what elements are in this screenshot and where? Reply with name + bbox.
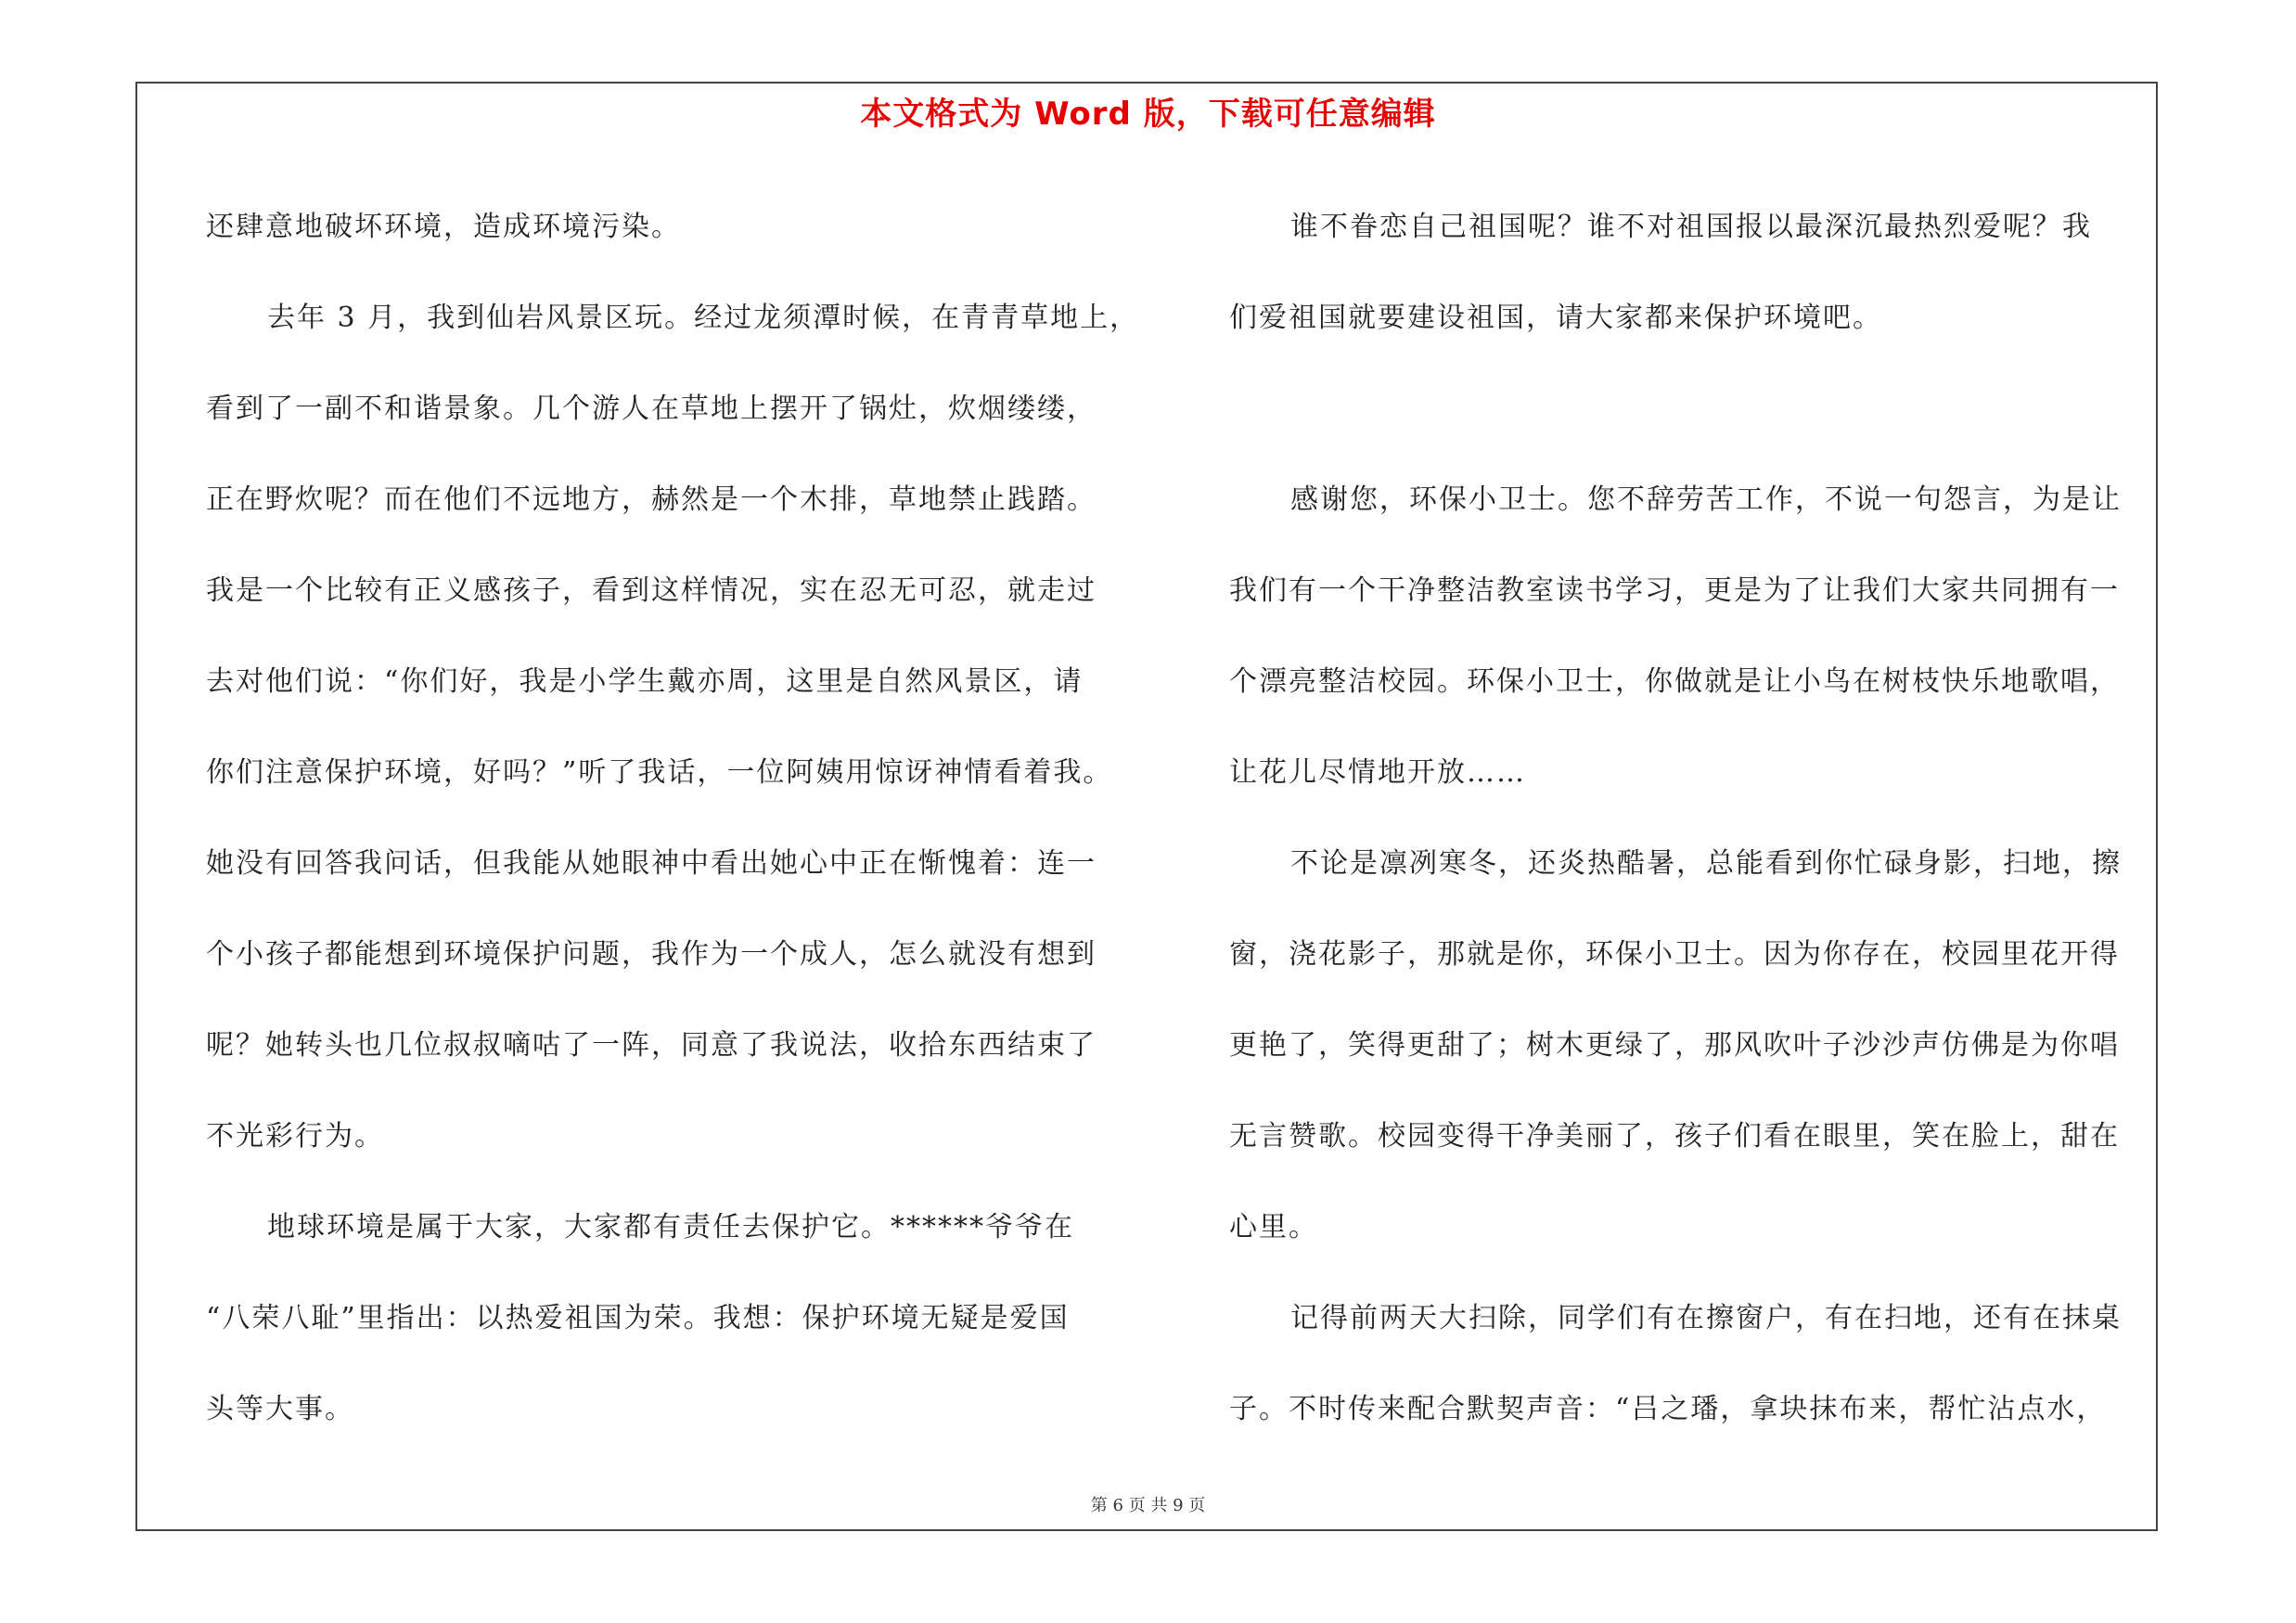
right-text-line: 们爱祖国就要建设祖国，请大家都来保护环境吧。 bbox=[1229, 302, 1882, 334]
right-text-line bbox=[1229, 364, 2166, 455]
right-text-line: 子。不时传来配合默契声音：“吕之璠，拿块抹布来，帮忙沾点水， bbox=[1229, 1393, 2107, 1425]
right-text-line: 个漂亮整洁校园。环保小卫士，你做就是让小鸟在树枝快乐地歌唱， bbox=[1229, 665, 2120, 698]
left-text-line: 还肆意地破坏环境，造成环境污染。 bbox=[206, 211, 681, 243]
left-text-column bbox=[206, 182, 1152, 1455]
right-text-line: 更艳了，笑得更甜了；树木更绿了，那风吹叶子沙沙声仿佛是为你唱 bbox=[1229, 1029, 2120, 1062]
word-format-banner: 本文格式为 Word 版，下载可任意编辑 bbox=[860, 96, 1436, 133]
right-text-line: 让花儿尽情地开放…… bbox=[1229, 756, 1526, 789]
page-number-footer: 第 6 页 共 9 页 bbox=[1090, 1496, 1206, 1515]
left-text-line: “八荣八耻”里指出：以热爱祖国为荣。我想：保护环境无疑是爱国 bbox=[206, 1302, 1070, 1334]
right-text-line: 无言赞歌。校园变得干净美丽了，孩子们看在眼里，笑在脸上，甜在 bbox=[1229, 1120, 2120, 1153]
left-text-line: 地球环境是属于大家，大家都有责任去保护它。******爷爷在 bbox=[267, 1211, 1074, 1243]
right-text-line: 窗，浇花影子，那就是你，环保小卫士。因为你存在，校园里花开得 bbox=[1229, 938, 2120, 971]
left-text-line: 不光彩行为。 bbox=[206, 1120, 384, 1153]
left-text-line: 去对他们说：“你们好，我是小学生戴亦周，这里是自然风景区，请 bbox=[206, 665, 1084, 698]
left-text-line: 个小孩子都能想到环境保护问题，我作为一个成人，怎么就没有想到 bbox=[206, 938, 1097, 971]
left-text-line: 呢？她转头也几位叔叔嘀咕了一阵，同意了我说法，收拾东西结束了 bbox=[206, 1029, 1097, 1062]
left-text-line: 去年 3 月，我到仙岩风景区玩。经过龙须潭时候，在青青草地上， bbox=[267, 302, 1140, 334]
right-text-line: 心里。 bbox=[1229, 1211, 1318, 1243]
left-text-line: 正在野炊呢？而在他们不远地方，赫然是一个木排，草地禁止践踏。 bbox=[206, 483, 1097, 516]
left-text-line: 我是一个比较有正义感孩子，看到这样情况，实在忍无可忍，就走过 bbox=[206, 574, 1097, 607]
right-text-line: 我们有一个干净整洁教室读书学习，更是为了让我们大家共同拥有一 bbox=[1229, 574, 2120, 607]
left-text-line: 头等大事。 bbox=[206, 1393, 354, 1425]
left-text-line: 看到了一副不和谐景象。几个游人在草地上摆开了锅灶，炊烟缕缕， bbox=[206, 393, 1097, 425]
left-text-line: 你们注意保护环境，好吗？”听了我话，一位阿姨用惊讶神情看着我。 bbox=[206, 756, 1113, 789]
right-text-column bbox=[1229, 182, 2166, 1455]
right-text-line: 记得前两天大扫除，同学们有在擦窗户，有在扫地，还有在抹桌 bbox=[1290, 1302, 2122, 1334]
right-text-line: 感谢您，环保小卫士。您不辞劳苦工作，不说一句怨言，为是让 bbox=[1290, 483, 2122, 516]
right-text-line: 谁不眷恋自己祖国呢？谁不对祖国报以最深沉最热烈爱呢？我 bbox=[1290, 211, 2092, 243]
left-text-line: 她没有回答我问话，但我能从她眼神中看出她心中正在惭愧着：连一 bbox=[206, 847, 1097, 880]
right-text-line: 不论是凛冽寒冬，还炎热酷暑，总能看到你忙碌身影，扫地，擦 bbox=[1290, 847, 2122, 880]
